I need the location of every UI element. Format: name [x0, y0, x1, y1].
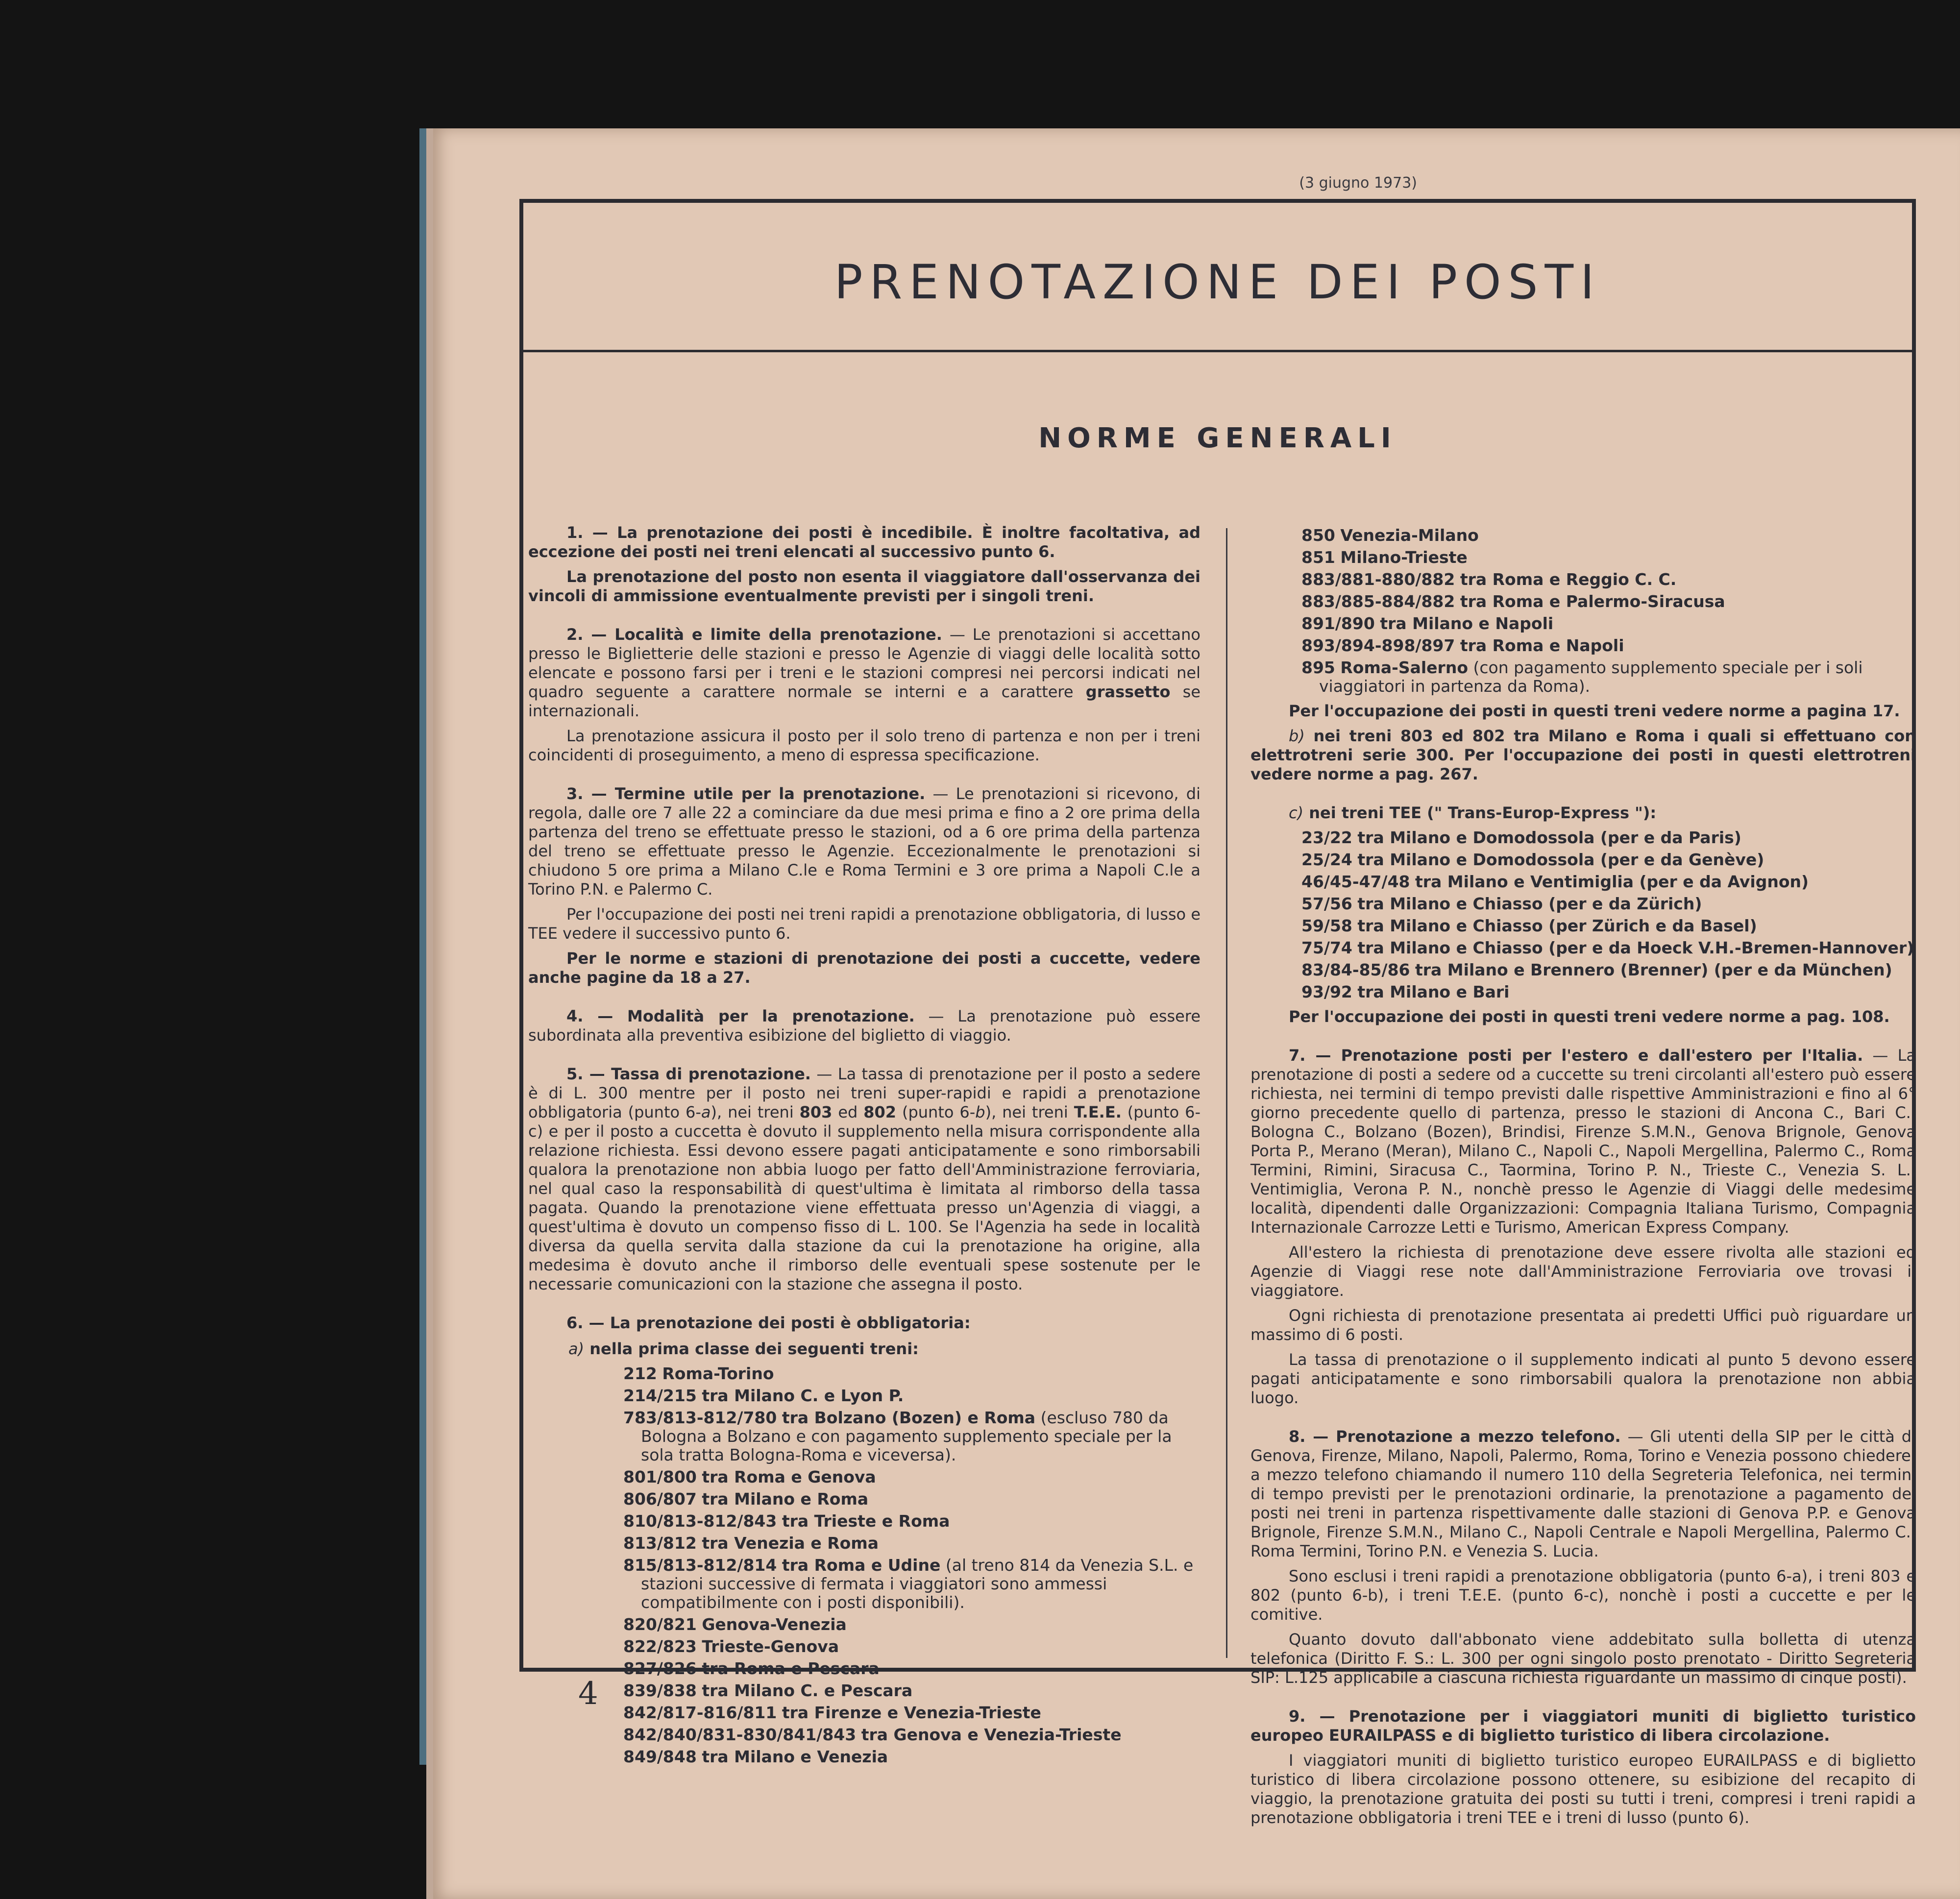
train-number: 801/800 [623, 1467, 697, 1486]
train-entry [528, 1615, 1200, 1634]
train-number: 59/58 [1301, 916, 1352, 935]
train-route: tra Milano e Chiasso (per e da Zürich) [1357, 894, 1702, 913]
train-route: tra Milano e Napoli [1380, 614, 1554, 633]
rule-4 [528, 1007, 1200, 1045]
rule-8 [1250, 1427, 1916, 1561]
rule-5-text-d: (punto 6- [896, 1103, 976, 1121]
train-route: Roma-Salerno [1340, 658, 1468, 677]
train-route: tra Milano e Ventimiglia (per e da Avignon) [1415, 872, 1809, 891]
train-entry [1250, 614, 1916, 633]
rule-5-heading: 5. — Tassa di prenotazione. [566, 1065, 811, 1083]
rule-6b-letter: b) [1289, 727, 1305, 745]
rule-6b-text: nei treni 803 ed 802 tra Milano e Roma i quali si effettuano con elettrotreni serie 300. Per l'occupazione dei posti in questi elettrotreni vedere norme a pag. 267. [1250, 727, 1916, 783]
train-number: 839/838 [623, 1681, 697, 1700]
rule-3 [528, 784, 1200, 899]
rule-5-ref-b: b [975, 1103, 985, 1121]
occupancy-note-17-text: Per l'occupazione dei posti in questi treni vedere norme a pagina 17. [1289, 702, 1900, 720]
right-column [1250, 523, 1916, 1833]
train-number: 813/812 [623, 1534, 697, 1553]
rule-2-text: — Le prenotazioni si accettano presso le Biglietterie delle stazioni e presso le Agenzie di viaggi delle località sotto elencate e possono farsi per i treni e le stazioni compresi nei percorsi indicati nel quadro seguente a carattere normale se interni e a carattere [528, 625, 1201, 701]
train-number: 83/84-85/86 [1301, 960, 1410, 979]
train-entry [1250, 851, 1916, 869]
train-number: 75/74 [1301, 938, 1352, 957]
train-route: Trieste-Genova [702, 1637, 839, 1656]
train-entry [528, 1490, 1200, 1509]
train-route: tra Trieste e Roma [782, 1511, 950, 1531]
train-entry [1250, 983, 1916, 1001]
train-route: tra Genova e Venezia-Trieste [861, 1725, 1122, 1744]
train-route: tra Milano e Roma [702, 1489, 869, 1509]
rule-6c [1250, 803, 1916, 823]
rule-1-heading: 1. — La prenotazione dei posti è incedibile. È inoltre facoltativa, ad eccezione dei posti nei treni elencati al successivo punto 6. [528, 523, 1200, 561]
train-route: tra Venezia e Roma [702, 1534, 879, 1553]
left-column [528, 523, 1200, 1772]
train-entry [1250, 917, 1916, 935]
rule-5-text-c: ed [832, 1103, 864, 1121]
train-number: 827/826 [623, 1659, 697, 1678]
train-entry [1250, 658, 1916, 696]
train-number: 815/813-812/814 [623, 1556, 777, 1575]
rule-1 [528, 523, 1200, 561]
edition-date: (3 giugno 1973) [1299, 174, 1417, 192]
rule-5-text-a: — La tassa di prenotazione per il posto a sedere è di L. 300 mentre per il posto nei treni super-rapidi e rapidi a prenotazione obbligatoria (punto 6- [528, 1065, 1201, 1121]
train-number: 849/848 [623, 1747, 697, 1766]
section-title: NORME GENERALI [1038, 422, 1397, 454]
rule-7-note-2: Ogni richiesta di prenotazione presentata ai predetti Uffici può riguardare un massimo di 6 posti. [1250, 1306, 1916, 1344]
train-route: tra Milano e Domodossola (per e da Paris) [1357, 828, 1741, 847]
train-route: Venezia-Milano [1340, 526, 1479, 545]
train-number: 57/56 [1301, 894, 1352, 913]
rule-5-ref-a: a [701, 1103, 711, 1121]
rule-3-cuccette [528, 949, 1200, 987]
train-number: 23/22 [1301, 828, 1352, 847]
train-entry [1250, 961, 1916, 979]
rule-1-note [528, 567, 1200, 606]
train-route: tra Milano e Brennero (Brenner) (per e da München) [1415, 960, 1892, 979]
occupancy-note-17 [1250, 702, 1916, 721]
train-entry [1250, 548, 1916, 567]
train-route: tra Roma e Palermo-Siracusa [1460, 592, 1725, 611]
train-route: tra Bolzano (Bozen) e Roma [782, 1408, 1036, 1427]
train-route: tra Milano e Chiasso (per e da Hoeck V.H.-Bremen-Hannover) [1357, 938, 1914, 957]
tee-train-list [1250, 828, 1916, 1001]
rule-2-bold-word: grassetto [1085, 682, 1171, 701]
rule-9 [1250, 1707, 1916, 1745]
train-number: 25/24 [1301, 850, 1352, 869]
rule-2-heading: 2. — Località e limite della prenotazione. [566, 625, 942, 644]
rule-6 [528, 1314, 1200, 1333]
rule-5-text-f: (punto 6-c) e per il posto a cuccetta è dovuto il supplemento nella misura corrispondente alla relazione richiesta. Essi devono essere pagati anticipatamente e sono rimborsabili qualora la prenotazione non abbia luogo per fatto dell'Amministrazione ferroviaria, nel qual caso la responsabilità di quest'ultima è limitata al rimborso della tassa pagata. Quando la prenotazione viene effettuata presso un'Agenzia di viaggi, a quest'ultima è dovuto un compenso fisso di L. 100. Se l'Agenzia ha sede in località diversa da quella servita dalla stazione da cui la prenotazione ha origine, alla medesima è dovuto anche il rimborso delle eventuali spese sostenute per le necessarie comunicazioni con la stazione che assegna il posto. [528, 1103, 1201, 1293]
train-number: 806/807 [623, 1489, 697, 1509]
rule-4-text: — La prenotazione può essere subordinata alla preventiva esibizione del biglietto di viaggio. [528, 1007, 1201, 1045]
rule-8-heading: 8. — Prenotazione a mezzo telefono. [1289, 1427, 1621, 1446]
train-number: 842/817-816/811 [623, 1703, 777, 1722]
train-route: Roma-Torino [662, 1364, 774, 1383]
train-number: 822/823 [623, 1637, 697, 1656]
train-route: tra Roma e Napoli [1460, 636, 1624, 655]
rule-7 [1250, 1046, 1916, 1237]
rule-2 [528, 625, 1200, 721]
train-number: 883/885-884/882 [1301, 592, 1455, 611]
train-number: 842/840/831-830/841/843 [623, 1725, 857, 1744]
train-route: tra Roma e Udine [782, 1556, 941, 1575]
train-number: 893/894-898/897 [1301, 636, 1455, 655]
rule-2-text-end: se internazionali. [528, 682, 1201, 720]
train-number: 895 [1301, 658, 1335, 677]
rule-7-note-3: La tassa di prenotazione o il supplemento indicati al punto 5 devono essere pagati anticipatamente e sono rimborsabili qualora la prenotazione non abbia luogo. [1250, 1350, 1916, 1407]
rule-2-note: La prenotazione assicura il posto per il solo treno di partenza e non per i treni coincidenti di proseguimento, a meno di espressa specificazione. [528, 727, 1200, 764]
train-route: tra Roma e Reggio C. C. [1460, 570, 1677, 589]
train-route: tra Milano C. e Lyon P. [702, 1386, 904, 1405]
rule-9-text: I viaggiatori muniti di biglietto turistico europeo EURAILPASS e di biglietto turistico di libera circolazione possono ottenere, su esibizione del recapito di viaggio, la prenotazione gratuita dei posti su tutti i treni, compresi i treni rapidi a prenotazione obbligatoria i treni TEE e i treni di lusso (punto 6). [1250, 1751, 1916, 1827]
train-route: tra Firenze e Venezia-Trieste [782, 1703, 1041, 1722]
rule-7-text: — La prenotazione di posti a sedere od a cuccette su treni circolanti all'estero può essere richiesta, nei termini di tempo previsti dalle rispettive Amministrazioni e fino al 6° giorno precedente quello di partenza, presso le stazioni di Ancona C., Bari C., Bologna C., Bolzano (Bozen), Brindisi, Firenze S.M.N., Genova Brignole, Genova Porta P., Merano (Meran), Milano C., Napoli C., Napoli Mergellina, Palermo C., Roma Termini, Rimini, Siracusa C., Taormina, Torino P. N., Trieste C., Venezia S. L., Ventimiglia, Verona P. N., nonchè presso le Agenzie di Viaggi delle medesime località, dipendenti dalle Organizzazioni: Compagnia Italiana Turismo, Compagnia Internazionale Carrozze Letti e Turismo, American Express Company. [1250, 1046, 1916, 1237]
rule-4-heading: 4. — Modalità per la prenotazione. [566, 1007, 915, 1025]
rule-5-text-b: ), nei treni [710, 1103, 800, 1121]
train-number: 850 [1301, 526, 1335, 545]
rule-5-train-803: 803 [799, 1103, 833, 1121]
train-route: Milano-Trieste [1340, 548, 1468, 567]
train-number: 883/881-880/882 [1301, 570, 1455, 589]
column-divider [1226, 528, 1227, 1658]
train-entry [1250, 895, 1916, 913]
occupancy-note-108-text: Per l'occupazione dei posti in questi treni vedere norme a pag. 108. [1289, 1007, 1890, 1026]
rule-8-note-2: Quanto dovuto dall'abbonato viene addebitato sulla bolletta di utenza telefonica (Diritto F. S.: L. 300 per ogni singolo posto prenotato - Diritto Segreteria SIP: L.125 applicabile a ciascuna richiesta riguardante un massimo di cinque posti). [1250, 1630, 1916, 1687]
train-entry [1250, 828, 1916, 847]
train-route: tra Roma e Genova [702, 1467, 876, 1486]
train-entry [528, 1556, 1200, 1612]
train-entry [528, 1512, 1200, 1531]
rule-7-heading: 7. — Prenotazione posti per l'estero e dall'estero per l'Italia. [1289, 1046, 1863, 1065]
page-number: 4 [578, 1676, 598, 1712]
train-number: 820/821 [623, 1615, 697, 1634]
train-route: tra Milano e Domodossola (per e da Genève) [1357, 850, 1764, 869]
train-entry [1250, 570, 1916, 589]
train-route: tra Milano e Venezia [702, 1747, 888, 1766]
train-entry [528, 1409, 1200, 1464]
rule-6a [528, 1339, 1200, 1359]
train-list-right [1250, 526, 1916, 696]
train-entry [1250, 636, 1916, 655]
rule-1-note-text: La prenotazione del posto non esenta il viaggiatore dall'osservanza dei vincoli di ammissione eventualmente previsti per i singoli treni. [528, 567, 1200, 605]
train-entry [1250, 939, 1916, 957]
train-entry [528, 1704, 1200, 1722]
rule-7-note-1: All'estero la richiesta di prenotazione deve essere rivolta alle stazioni ed Agenzie di Viaggi rese note dall'Amministrazione Ferroviaria ove trovasi il viaggiatore. [1250, 1243, 1916, 1300]
rule-5-tee: T.E.E. [1074, 1103, 1122, 1121]
rule-6-heading: 6. — La prenotazione dei posti è obbligatoria: [566, 1314, 971, 1332]
rule-6c-letter: c) [1289, 803, 1304, 822]
train-note: (escluso 780 da Bologna a Bolzano e con pagamento supplemento speciale per la sola tratta Bologna-Roma e viceversa). [641, 1408, 1172, 1464]
rule-5 [528, 1065, 1200, 1294]
rule-6c-text: nei treni TEE (" Trans-Europ-Express "): [1303, 803, 1657, 822]
train-entry [1250, 592, 1916, 611]
train-entry [528, 1468, 1200, 1486]
train-route: tra Roma e Pescara [702, 1659, 880, 1678]
train-note: (al treno 814 da Venezia S.L. e stazioni successive di fermata i viaggiatori sono ammessi compatibilmente con i posti disponibili). [641, 1556, 1194, 1612]
rule-3-note: Per l'occupazione dei posti nei treni rapidi a prenotazione obbligatoria, di lusso e TEE vedere il successivo punto 6. [528, 905, 1200, 943]
train-entry [528, 1681, 1200, 1700]
train-route: Genova-Venezia [702, 1615, 847, 1634]
train-entry [1250, 873, 1916, 891]
train-route: tra Milano e Bari [1357, 982, 1510, 1001]
train-list-left [528, 1364, 1200, 1766]
train-number: 891/890 [1301, 614, 1375, 633]
rule-6a-text: nella prima classe dei seguenti treni: [584, 1339, 919, 1358]
rule-6a-letter: a) [568, 1339, 585, 1358]
rule-3-cuccette-text: Per le norme e stazioni di prenotazione dei posti a cuccette, vedere anche pagine da 18 a 27. [528, 949, 1200, 987]
occupancy-note-108 [1250, 1007, 1916, 1026]
rule-3-heading: 3. — Termine utile per la prenotazione. [566, 784, 926, 803]
train-number: 93/92 [1301, 982, 1352, 1001]
rule-3-text: — Le prenotazioni si ricevono, di regola, dalle ore 7 alle 22 a cominciare da due mesi prima e fino a 2 ore prima della partenza del treno se effettuate presso le stazioni, od a 6 ore prima della partenza del treno se effettuate presso le Agenzie. Eccezionalmente le prenotazioni si chiudono 5 ore prima a Milano C.le e Roma Termini e 3 ore prima a Napoli C.le a Torino P.N. e Palermo C. [528, 784, 1201, 899]
train-number: 810/813-812/843 [623, 1511, 777, 1531]
train-route: tra Milano e Chiasso (per Zürich e da Basel) [1357, 916, 1757, 935]
train-entry [528, 1748, 1200, 1766]
page-title: PRENOTAZIONE DEI POSTI [834, 255, 1601, 310]
train-entry [528, 1364, 1200, 1383]
rule-9-heading: 9. — Prenotazione per i viaggiatori muniti di biglietto turistico europeo EURAILPASS e di biglietto turistico di libera circolazione. [1250, 1707, 1916, 1745]
rule-8-text: — Gli utenti della SIP per le città di Genova, Firenze, Milano, Napoli, Palermo, Roma, Torino e Venezia possono chiedere, a mezzo telefono chiamando il numero 110 della Segreteria Telefonica, nei termini di tempo previsti per le prenotazioni ordinarie, la prenotazione a pagamento dei posti nei treni in partenza rispettivamente dalle stazioni di Genova P.P. e Genova Brignole, Firenze S.M.N., Milano C., Napoli Centrale e Napoli Mergellina, Palermo C., Roma Termini, Torino P.N. e Venezia S. Lucia. [1250, 1427, 1916, 1560]
train-note: (con pagamento supplemento speciale per i soli viaggiatori in partenza da Roma). [1319, 658, 1863, 696]
train-number: 783/813-812/780 [623, 1408, 777, 1427]
train-entry [528, 1387, 1200, 1405]
train-entry [528, 1637, 1200, 1656]
train-entry [1250, 526, 1916, 545]
train-number: 851 [1301, 548, 1335, 567]
header-divider [523, 350, 1912, 352]
train-entry [528, 1726, 1200, 1744]
train-entry [528, 1659, 1200, 1678]
train-number: 212 [623, 1364, 657, 1383]
rule-5-train-802: 802 [863, 1103, 897, 1121]
train-number: 214/215 [623, 1386, 697, 1405]
train-entry [528, 1534, 1200, 1553]
rule-6b [1250, 727, 1916, 784]
train-number: 46/45-47/48 [1301, 872, 1410, 891]
rule-5-text-e: ), nei treni [985, 1103, 1074, 1121]
rule-8-note-1: Sono esclusi i treni rapidi a prenotazione obbligatoria (punto 6-a), i treni 803 e 802 (punto 6-b), i treni T.E.E. (punto 6-c), nonchè i posti a cuccette e per le comitive. [1250, 1567, 1916, 1624]
train-route: tra Milano C. e Pescara [702, 1681, 913, 1700]
